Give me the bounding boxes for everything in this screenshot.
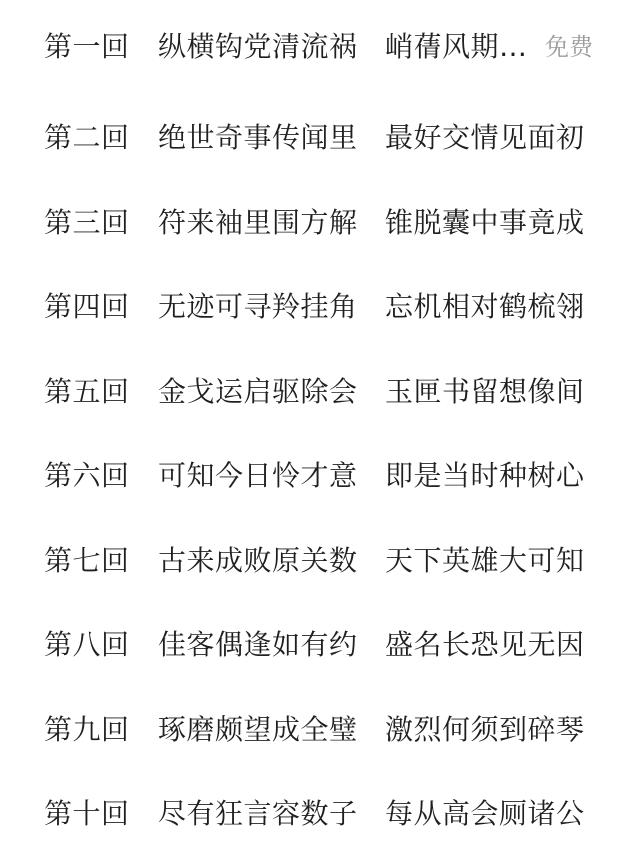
chapter-title-second-line: 每从高会厕诸公 [385, 797, 585, 830]
chapter-row-content [0, 628, 640, 661]
chapter-title-second-line: 忘机相对鹤梳翎 [385, 290, 585, 323]
chapter-title-first-line: 金戈运启驱除会 [158, 374, 358, 408]
chapter-title-second-line: 峭蒨风期… [385, 30, 528, 63]
chapter-row[interactable] [0, 599, 640, 684]
chapter-number: 第一回 [44, 30, 130, 63]
chapter-number: 第五回 [44, 374, 130, 408]
chapter-title-second-line: 盛名长恐见无因 [385, 628, 585, 661]
chapter-row[interactable] [0, 92, 640, 177]
chapter-row[interactable] [0, 768, 640, 853]
chapter-row-content [0, 290, 640, 323]
chapter-title-first-line: 纵横钩党清流祸 [158, 30, 358, 63]
chapter-row[interactable] [0, 177, 640, 262]
chapter-title-second-line: 天下英雄大可知 [385, 543, 585, 577]
chapter-row[interactable] [0, 346, 640, 431]
chapter-title-first-line: 无迹可寻羚挂角 [158, 290, 358, 323]
chapter-number: 第九回 [44, 712, 130, 746]
chapter-title-second-line: 即是当时种树心 [385, 459, 585, 492]
chapter-number: 第十回 [44, 797, 130, 830]
chapter-title-first-line: 绝世奇事传闻里 [158, 121, 358, 154]
chapter-row-content [0, 30, 640, 63]
chapter-row-content [0, 205, 640, 239]
chapter-number: 第六回 [44, 459, 130, 492]
chapter-number: 第三回 [44, 205, 130, 239]
chapter-title-second-line: 激烈何须到碎琴 [385, 712, 585, 746]
chapter-title-first-line: 符来袖里围方解 [158, 205, 358, 239]
chapter-title-first-line: 琢磨颇望成全璧 [158, 712, 358, 746]
chapter-title-first-line: 佳客偶逢如有约 [158, 628, 358, 661]
chapter-title-second-line: 锥脱囊中事竟成 [385, 205, 585, 239]
chapter-row[interactable] [0, 261, 640, 346]
chapter-number: 第四回 [44, 290, 130, 323]
chapter-row[interactable] [0, 0, 640, 92]
chapter-row-content [0, 712, 640, 746]
chapter-row[interactable] [0, 515, 640, 600]
free-badge: 免费 [545, 33, 593, 61]
chapter-row-content [0, 543, 640, 577]
chapter-row-content [0, 121, 640, 154]
chapter-title-first-line: 尽有狂言容数子 [158, 797, 358, 830]
chapter-title-first-line: 可知今日怜才意 [158, 459, 358, 492]
chapter-title-first-line: 古来成败原关数 [158, 543, 358, 577]
chapter-row-content [0, 459, 640, 492]
chapter-row[interactable] [0, 430, 640, 515]
chapter-number: 第八回 [44, 628, 130, 661]
chapter-title-second-line: 最好交情见面初 [385, 121, 585, 154]
chapter-row-content [0, 374, 640, 408]
chapter-number: 第二回 [44, 121, 130, 154]
chapter-title-second-line: 玉匣书留想像间 [385, 374, 585, 408]
chapter-row-content [0, 797, 640, 830]
chapter-number: 第七回 [44, 543, 130, 577]
chapter-row[interactable] [0, 684, 640, 769]
